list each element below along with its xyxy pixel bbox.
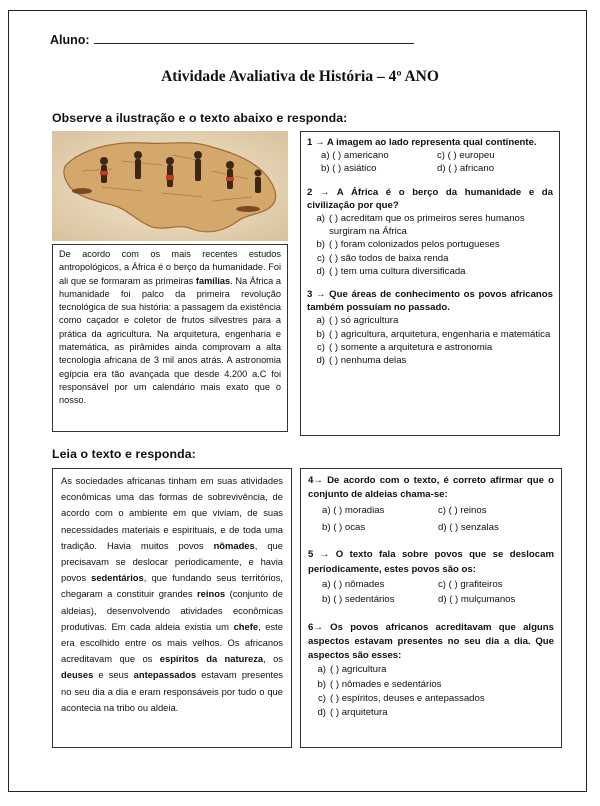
- option-text: ( ) nenhuma delas: [329, 355, 407, 367]
- question-1-options: [307, 149, 553, 175]
- reading-text-2: [52, 468, 292, 748]
- option-5a[interactable]: a) ( ) nômades: [322, 578, 385, 590]
- option-letter: a): [316, 213, 325, 225]
- option-text: ( ) agricultura: [330, 664, 387, 676]
- africa-illustration: [52, 131, 288, 241]
- option-text: ( ) espíritos, deuses e antepassados: [330, 692, 485, 704]
- option-letter: b): [317, 678, 326, 690]
- option-text: ( ) agricultura, arquitetura, engenharia e matemática: [329, 328, 551, 340]
- text2-part: estavam presentes no seu dia a dia e eram responsáveis por tudo o que acontecia na tribo ou aldeia.: [61, 669, 283, 713]
- option-4b[interactable]: b) ( ) ocas: [322, 522, 366, 534]
- reading-text-1: [52, 244, 288, 432]
- option-1c[interactable]: c) ( ) europeu: [437, 150, 495, 162]
- option-2b[interactable]: [307, 238, 553, 251]
- text2-part: , que precisavam se deslocar periodicamente, e havia povos: [61, 539, 283, 584]
- option-4a[interactable]: a) ( ) moradias: [322, 505, 385, 517]
- question-3-text: 3 → Que áreas de conhecimento os povos africanos também possuíam no passado.: [307, 289, 553, 314]
- option-6c[interactable]: [308, 692, 554, 706]
- text1-part: De acordo com os mais recentes estudos antropológicos, a África é o berço da humanidade. Foi ali que se formaram as primeiras: [59, 249, 281, 286]
- option-letter: d): [316, 355, 325, 367]
- text2-part: (conjunto de aldeias), desenvolvendo atividades econômicas produtivas. Em cada aldeia existia um: [61, 588, 283, 632]
- africa-map-image: [52, 131, 288, 241]
- question-1-text: 1 → A imagem ao lado representa qual continente.: [307, 137, 537, 148]
- question-4: [308, 474, 554, 536]
- text2-keyword: reinos: [197, 588, 226, 600]
- option-6d[interactable]: [308, 706, 554, 720]
- text2-part: , este era escolhido entre os mais velhos. Os africanos acreditavam que os: [61, 620, 284, 665]
- option-letter: b): [316, 328, 325, 340]
- option-letter: a): [317, 664, 326, 676]
- option-text: ( ) só agricultura: [329, 315, 399, 327]
- text1-keyword: famílias: [195, 275, 231, 286]
- option-3b[interactable]: [307, 328, 553, 341]
- option-5c[interactable]: c) ( ) grafiteiros: [438, 578, 503, 590]
- text2-keyword: espíritos da natureza: [159, 653, 264, 665]
- option-text: ( ) acreditam que os primeiros seres humanos surgiram na África: [329, 213, 525, 238]
- section-heading-2: Leia o texto e responda:: [52, 447, 196, 461]
- option-letter: a): [316, 315, 325, 327]
- option-2d[interactable]: [307, 265, 553, 278]
- option-letter: c): [317, 252, 325, 264]
- question-6-text: 6→ Os povos africanos acreditavam que alguns aspectos estavam presentes no seu dia a dia. Que aspectos são esses:: [308, 621, 554, 662]
- option-3a[interactable]: [307, 314, 553, 327]
- option-5d[interactable]: d) ( ) mulçumanos: [438, 593, 516, 605]
- text2-keyword: nômades: [213, 539, 255, 551]
- option-1d[interactable]: d) ( ) africano: [437, 163, 495, 175]
- text2-part: As sociedades africanas tinham em suas atividades econômicas uma das formas de sobrevivência, de acordo com o ambiente em que viviam, de suas necessidades materiais e espirituais, e de toda uma tradição. Havia muitos povos: [61, 475, 283, 551]
- option-text: ( ) são todos de baixa renda: [329, 252, 449, 264]
- questions-box-2: [300, 468, 562, 748]
- student-label: Aluno:: [50, 33, 90, 47]
- text2-part: e seus: [93, 669, 134, 681]
- option-text: ( ) nômades e sedentários: [330, 678, 442, 690]
- student-name-line[interactable]: [94, 32, 414, 44]
- question-2: [307, 186, 553, 278]
- option-letter: c): [318, 692, 326, 704]
- question-5-text: 5 → O texto fala sobre povos que se deslocam periodicamente, estes povos são os:: [308, 549, 554, 575]
- text2-keyword: deuses: [61, 669, 94, 681]
- student-name-field[interactable]: [50, 32, 414, 47]
- question-3: [307, 288, 553, 367]
- option-1b[interactable]: b) ( ) asiático: [321, 163, 377, 175]
- option-6b[interactable]: [308, 678, 554, 692]
- option-2c[interactable]: [307, 252, 553, 265]
- option-text: ( ) tem uma cultura diversificada: [329, 265, 466, 277]
- text2-part: , os: [263, 653, 283, 665]
- text2-keyword: antepassados: [133, 669, 197, 681]
- option-3c[interactable]: [307, 341, 553, 354]
- option-letter: d): [316, 265, 325, 277]
- option-4d[interactable]: d) ( ) senzalas: [438, 522, 499, 534]
- option-1a[interactable]: a) ( ) americano: [321, 150, 389, 162]
- questions-box-1: [300, 131, 560, 436]
- option-letter: d): [317, 707, 326, 719]
- option-text: ( ) foram colonizados pelos portugueses: [329, 239, 500, 251]
- option-4c[interactable]: c) ( ) reinos: [438, 505, 487, 517]
- option-text: ( ) somente a arquitetura e astronomia: [329, 341, 493, 353]
- question-4-text: 4→ De acordo com o texto, é correto afirmar que o conjunto de aldeias chama-se:: [308, 475, 554, 501]
- option-3d[interactable]: [307, 354, 553, 367]
- option-letter: c): [317, 341, 325, 353]
- option-5b[interactable]: b) ( ) sedentários: [322, 593, 395, 605]
- text2-keyword: sedentários: [91, 572, 144, 584]
- question-5: [308, 548, 554, 606]
- question-5-options: [308, 577, 554, 607]
- section-heading-1: Observe a ilustração e o texto abaixo e responda:: [52, 111, 348, 125]
- page-title: Atividade Avaliativa de História – 4º ANO: [161, 68, 439, 85]
- text2-part: , que fundando seus territórios, chegaram a constituir grandes: [61, 572, 283, 600]
- question-4-options: [308, 502, 554, 536]
- option-text: ( ) arquitetura: [330, 707, 388, 719]
- text2-keyword: chefe: [233, 620, 259, 632]
- text1-part: . Na África a humanidade foi palco da primeira revolução tecnológica de sua história: a passagem da existência como caçador e coletor de frutos silvestres para a prática da agricultura. Na arquitetura, engenharia e matemática, as pirâmides ainda comprovam a alta tecnologia africana de 3 mil anos atrás. A astronomia egípcia era tão avançada que desde 4.200 a.C foi responsável por um calendário mais exato que o nosso.: [59, 275, 281, 406]
- option-letter: b): [316, 239, 325, 251]
- question-6: [308, 621, 554, 720]
- option-2a[interactable]: [307, 212, 553, 238]
- option-6a[interactable]: [308, 663, 554, 677]
- question-1: [307, 136, 553, 176]
- question-2-text: 2 → A África é o berço da humanidade e da civilização por que?: [307, 186, 553, 211]
